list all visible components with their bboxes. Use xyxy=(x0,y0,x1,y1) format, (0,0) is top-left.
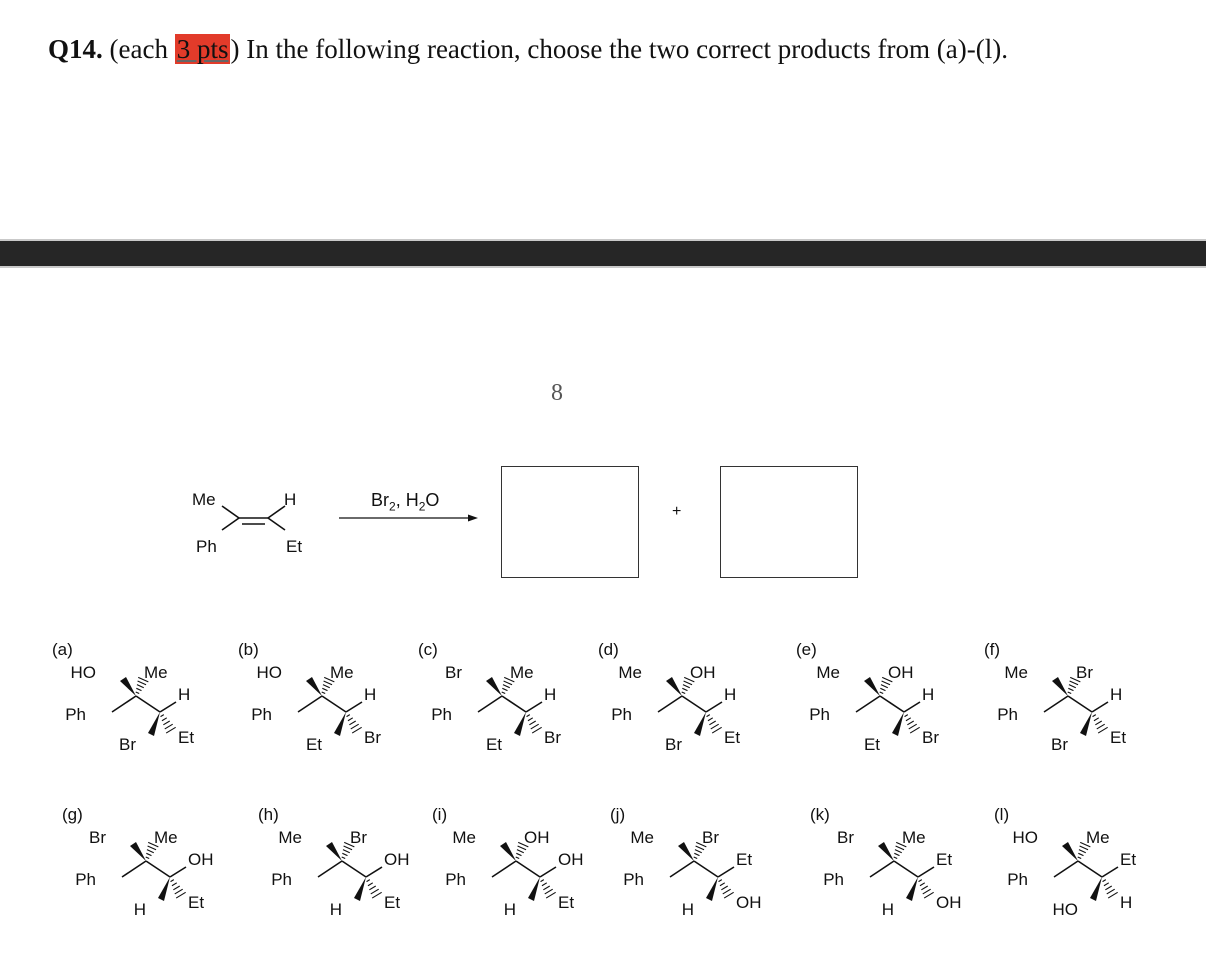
hashed-bond xyxy=(919,880,934,898)
reaction-arrow xyxy=(339,515,478,522)
c-c-bond xyxy=(136,696,160,712)
substituent-label: H xyxy=(364,685,377,704)
option-letter: (f) xyxy=(984,640,1001,659)
substituent-label: Ph xyxy=(611,705,632,724)
wedge-bond xyxy=(334,712,346,736)
substituent-label: OH xyxy=(524,828,550,847)
bond-right xyxy=(706,702,722,712)
molecule-structure xyxy=(238,640,418,780)
wedge-bond xyxy=(500,842,516,861)
substituent-label: Ph xyxy=(445,870,466,889)
bond-left xyxy=(318,861,342,877)
bond-right xyxy=(904,702,920,712)
option-letter: (k) xyxy=(810,805,830,824)
substituent-label: OH xyxy=(690,663,716,682)
substituent-label: OH xyxy=(888,663,914,682)
bond-right xyxy=(918,867,934,877)
substituent-label: H xyxy=(1120,893,1133,912)
bond-right xyxy=(366,867,382,877)
substituent-label: Me xyxy=(630,828,654,847)
c-c-bond xyxy=(682,696,706,712)
answer-option[interactable] xyxy=(258,805,438,945)
substituent-label: Me xyxy=(1086,828,1110,847)
substituent-label: Br xyxy=(119,735,136,754)
bond-right xyxy=(346,702,362,712)
bond-left xyxy=(1044,696,1068,712)
molecule-structure xyxy=(432,805,612,945)
reactant-label-ph: Ph xyxy=(196,537,217,556)
substituent-label: Et xyxy=(1110,728,1127,747)
substituent-label: Et xyxy=(724,728,741,747)
wedge-bond xyxy=(1090,877,1102,901)
wedge-bond xyxy=(148,712,160,736)
reactant-label-h: H xyxy=(284,490,297,509)
substituent-label: Br xyxy=(665,735,682,754)
substituent-label: Et xyxy=(178,728,195,747)
reactant-alkene xyxy=(222,506,285,530)
substituent-label: Me xyxy=(1004,663,1028,682)
bond-left xyxy=(870,861,894,877)
wedge-bond xyxy=(678,842,694,861)
c-c-bond xyxy=(146,861,170,877)
substituent-label: H xyxy=(544,685,557,704)
molecule-structure xyxy=(258,805,438,945)
option-letter: (l) xyxy=(994,805,1010,824)
product-answer-box-1[interactable] xyxy=(501,466,639,578)
question-number: Q14. xyxy=(48,34,103,64)
option-letter: (j) xyxy=(610,805,626,824)
substituent-label: Ph xyxy=(251,705,272,724)
bond-right xyxy=(718,867,734,877)
reactant-label-et: Et xyxy=(286,537,303,556)
substituent-label: Br xyxy=(544,728,561,747)
substituent-label: Ph xyxy=(271,870,292,889)
molecule-structure xyxy=(810,805,990,945)
substituent-label: H xyxy=(881,900,894,919)
hashed-bond xyxy=(527,715,542,733)
substituent-label: Et xyxy=(485,735,502,754)
hashed-bond xyxy=(541,880,556,898)
bond-left xyxy=(1054,861,1078,877)
bond-left xyxy=(492,861,516,877)
bond-left xyxy=(856,696,880,712)
reactant-label-me: Me xyxy=(192,490,216,509)
option-letter: (g) xyxy=(62,805,83,824)
answer-option[interactable] xyxy=(810,805,990,945)
substituent-label: H xyxy=(922,685,935,704)
c-c-bond xyxy=(342,861,366,877)
question-text xyxy=(48,34,1008,65)
c-c-bond xyxy=(516,861,540,877)
wedge-bond xyxy=(694,712,706,736)
wedge-bond xyxy=(514,712,526,736)
wedge-bond xyxy=(1052,677,1068,696)
product-answer-box-2[interactable] xyxy=(720,466,858,578)
wedge-bond xyxy=(864,677,880,696)
substituent-label: HO xyxy=(256,663,282,682)
hashed-bond xyxy=(707,715,722,733)
substituent-label: Br xyxy=(702,828,719,847)
wedge-bond xyxy=(306,677,322,696)
substituent-label: Me xyxy=(816,663,840,682)
substituent-label: Et xyxy=(188,893,205,912)
substituent-label: HO xyxy=(70,663,96,682)
substituent-label: HO xyxy=(1012,828,1038,847)
substituent-label: Et xyxy=(305,735,322,754)
bond-left xyxy=(122,861,146,877)
c-c-bond xyxy=(894,861,918,877)
substituent-label: Me xyxy=(452,828,476,847)
substituent-label: Me xyxy=(330,663,354,682)
substituent-label: OH xyxy=(384,850,410,869)
substituent-label: H xyxy=(681,900,694,919)
option-letter: (e) xyxy=(796,640,817,659)
substituent-label: Br xyxy=(837,828,854,847)
bond-right xyxy=(526,702,542,712)
answer-option[interactable] xyxy=(994,805,1174,945)
answer-option[interactable] xyxy=(598,640,778,780)
substituent-label: Br xyxy=(89,828,106,847)
wedge-bond xyxy=(1080,712,1092,736)
wedge-bond xyxy=(1062,842,1078,861)
substituent-label: OH xyxy=(188,850,214,869)
points-highlight: 3 pts xyxy=(176,34,229,64)
page-divider-band xyxy=(0,241,1206,266)
molecule-structure xyxy=(418,640,598,780)
hashed-bond xyxy=(367,880,382,898)
c-c-bond xyxy=(1078,861,1102,877)
answer-option[interactable] xyxy=(418,640,598,780)
substituent-label: Ph xyxy=(809,705,830,724)
substituent-label: Ph xyxy=(65,705,86,724)
answer-option[interactable] xyxy=(610,805,790,945)
c-c-bond xyxy=(502,696,526,712)
answer-option[interactable] xyxy=(796,640,976,780)
bond-right xyxy=(540,867,556,877)
c-c-bond xyxy=(880,696,904,712)
substituent-label: H xyxy=(724,685,737,704)
substituent-label: Me xyxy=(154,828,178,847)
substituent-label: Br xyxy=(350,828,367,847)
substituent-label: Et xyxy=(1120,850,1137,869)
substituent-label: Ph xyxy=(997,705,1018,724)
molecule-structure xyxy=(62,805,242,945)
c-c-bond xyxy=(322,696,346,712)
substituent-label: HO xyxy=(1052,900,1078,919)
c-c-bond xyxy=(694,861,718,877)
wedge-bond xyxy=(120,677,136,696)
molecule-structure xyxy=(52,640,232,780)
substituent-label: Et xyxy=(736,850,753,869)
wedge-bond xyxy=(326,842,342,861)
wedge-bond xyxy=(486,677,502,696)
option-letter: (b) xyxy=(238,640,259,659)
page-number: 8 xyxy=(551,380,563,406)
wedge-bond xyxy=(158,877,170,901)
bond-left xyxy=(112,696,136,712)
substituent-label: Br xyxy=(1076,663,1093,682)
molecule-structure xyxy=(984,640,1164,780)
hashed-bond xyxy=(1093,715,1108,733)
substituent-label: H xyxy=(1110,685,1123,704)
wedge-bond xyxy=(878,842,894,861)
bond-right xyxy=(170,867,186,877)
bond-left xyxy=(478,696,502,712)
substituent-label: OH xyxy=(736,893,762,912)
substituent-label: Ph xyxy=(75,870,96,889)
hashed-bond xyxy=(161,715,176,733)
substituent-label: Br xyxy=(1051,735,1068,754)
wedge-bond xyxy=(666,677,682,696)
substituent-label: Br xyxy=(922,728,939,747)
answer-option[interactable] xyxy=(984,640,1164,780)
substituent-label: Ph xyxy=(823,870,844,889)
hashed-bond xyxy=(171,880,186,898)
substituent-label: Ph xyxy=(623,870,644,889)
bond-right xyxy=(160,702,176,712)
molecule-structure xyxy=(796,640,976,780)
molecule-structure xyxy=(994,805,1174,945)
substituent-label: Me xyxy=(144,663,168,682)
wedge-bond xyxy=(892,712,904,736)
hashed-bond xyxy=(347,715,362,733)
substituent-label: Me xyxy=(618,663,642,682)
substituent-label: H xyxy=(178,685,191,704)
bond-left xyxy=(298,696,322,712)
substituent-label: Et xyxy=(936,850,953,869)
hashed-bond xyxy=(905,715,920,733)
molecule-structure xyxy=(598,640,778,780)
option-letter: (h) xyxy=(258,805,279,824)
substituent-label: Ph xyxy=(431,705,452,724)
bond-right xyxy=(1092,702,1108,712)
answer-option[interactable] xyxy=(238,640,418,780)
answer-option[interactable] xyxy=(432,805,612,945)
page-divider-bottom xyxy=(0,266,1206,268)
wedge-bond xyxy=(906,877,918,901)
plus-sign: + xyxy=(672,503,682,520)
question-pre: (each xyxy=(109,34,175,64)
wedge-bond xyxy=(354,877,366,901)
option-letter: (a) xyxy=(52,640,73,659)
reagent-label: $Br_2$, $H_2O$ xyxy=(371,490,440,514)
hashed-bond xyxy=(1103,880,1118,898)
c-c-bond xyxy=(1068,696,1092,712)
substituent-label: Me xyxy=(902,828,926,847)
wedge-bond xyxy=(528,877,540,901)
substituent-label: Et xyxy=(863,735,880,754)
substituent-label: OH xyxy=(558,850,584,869)
substituent-label: Me xyxy=(278,828,302,847)
wedge-bond xyxy=(130,842,146,861)
substituent-label: H xyxy=(329,900,342,919)
substituent-label: H xyxy=(503,900,516,919)
substituent-label: OH xyxy=(936,893,962,912)
molecule-structure xyxy=(610,805,790,945)
substituent-label: Ph xyxy=(1007,870,1028,889)
substituent-label: Br xyxy=(364,728,381,747)
option-letter: (c) xyxy=(418,640,438,659)
question-prompt: ) In the following reaction, choose the two correct products from (a)-(l). xyxy=(230,34,1008,64)
wedge-bond xyxy=(706,877,718,901)
substituent-label: Me xyxy=(510,663,534,682)
answer-option[interactable] xyxy=(52,640,232,780)
option-letter: (d) xyxy=(598,640,619,659)
substituent-label: Et xyxy=(558,893,575,912)
answer-option[interactable] xyxy=(62,805,242,945)
bond-left xyxy=(670,861,694,877)
substituent-label: H xyxy=(133,900,146,919)
hashed-bond xyxy=(719,880,734,898)
option-letter: (i) xyxy=(432,805,448,824)
substituent-label: Br xyxy=(445,663,462,682)
bond-right xyxy=(1102,867,1118,877)
substituent-label: Et xyxy=(384,893,401,912)
bond-left xyxy=(658,696,682,712)
